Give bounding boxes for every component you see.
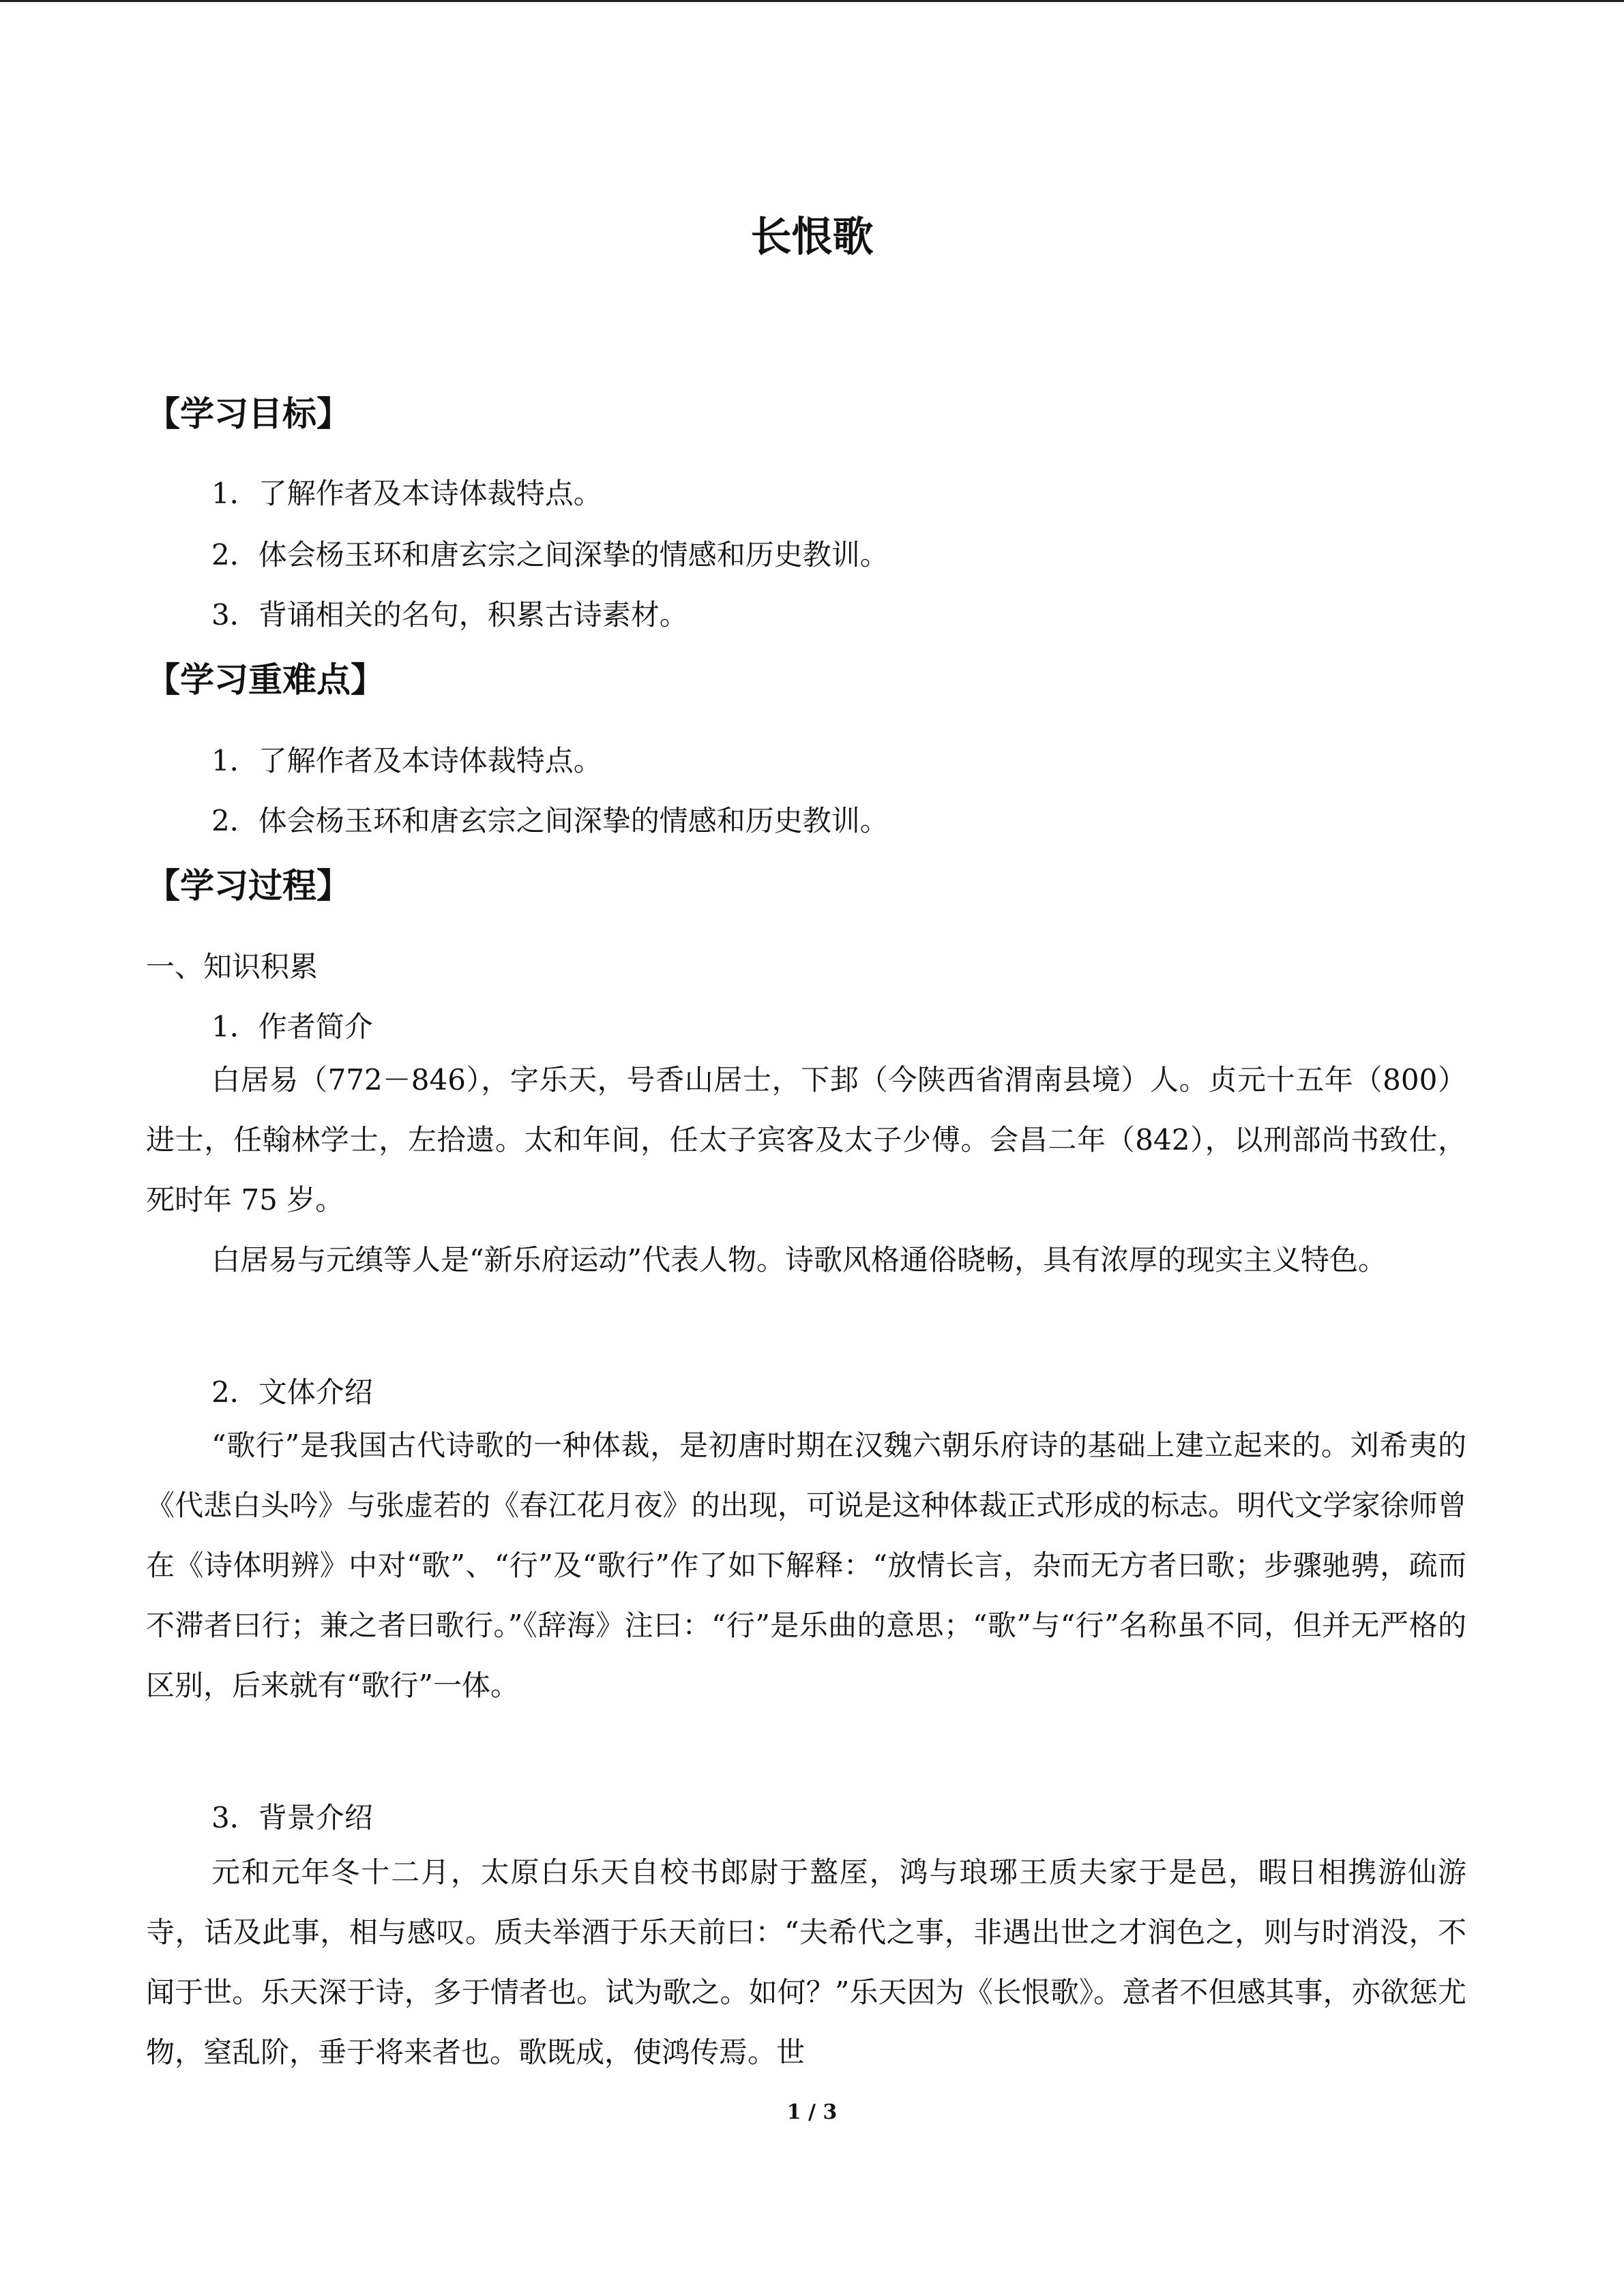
objective-item-2: 2．体会杨玉环和唐玄宗之间深挚的情感和历史教训。 <box>211 538 889 571</box>
top-border <box>0 0 1624 2</box>
key-point-item-1: 1．了解作者及本诗体裁特点。 <box>211 744 602 777</box>
paragraph-author-bio: 白居易（772－846），字乐天，号香山居士，下邽（今陕西省渭南县境）人。贞元十五年（800）进士，任翰林学士，左拾遗。太和年间，任太子宾客及太子少傅。会昌二年（842），以刑部尚书致仕，死时年 75 岁。 <box>146 1063 1466 1217</box>
subheading-background: 3．背景介绍 <box>211 1801 373 1834</box>
paragraph-genre: “歌行”是我国古代诗歌的一种体裁，是初唐时期在汉魏六朝乐府诗的基础上建立起来的。刘希夷的《代悲白头吟》与张虚若的《春江花月夜》的出现，可说是这种体裁正式形成的标志。明代文学家徐师曾在《诗体明辨》中对“歌”、“行”及“歌行”作了如下解释：“放情长言，杂而无方者曰歌；步骤驰骋，疏而不滞者曰行；兼之者曰歌行。”《辞海》注曰：“行”是乐曲的意思；“歌”与“行”名称虽不同，但并无严格的区别，后来就有“歌行”一体。 <box>146 1429 1466 1702</box>
objective-item-3: 3．背诵相关的名句，积累古诗素材。 <box>211 598 688 631</box>
subheading-genre: 2．文体介绍 <box>211 1375 373 1409</box>
key-point-item-2: 2．体会杨玉环和唐玄宗之间深挚的情感和历史教训。 <box>211 804 889 837</box>
paragraph-author-style: 白居易与元缜等人是“新乐府运动”代表人物。诗歌风格通俗晓畅，具有浓厚的现实主义特色。 <box>211 1243 1387 1277</box>
page-title: 长恨歌 <box>750 213 874 261</box>
subheading-author: 1．作者简介 <box>211 1010 373 1043</box>
heading-process: 【学习过程】 <box>146 866 351 906</box>
paragraph-background: 元和元年冬十二月，太原白乐天自校书郎尉于盩厔，鸿与琅琊王质夫家于是邑，暇日相携游仙游寺，话及此事，相与感叹。质夫举酒于乐天前曰：“夫希代之事，非遇出世之才润色之，则与时消没，不闻于世。乐天深于诗，多于情者也。试为歌之。如何？”乐天因为《长恨歌》。意者不但感其事，亦欲惩尤物，窒乱阶，垂于将来者也。歌既成，使鸿传焉。世 <box>146 1855 1466 2069</box>
page-number: 1 / 3 <box>786 2100 838 2124</box>
heading-objectives: 【学习目标】 <box>146 394 351 434</box>
objective-item-1: 1．了解作者及本诗体裁特点。 <box>211 477 602 510</box>
part-heading-knowledge: 一、知识积累 <box>146 950 319 983</box>
heading-key-points: 【学习重难点】 <box>146 660 385 700</box>
